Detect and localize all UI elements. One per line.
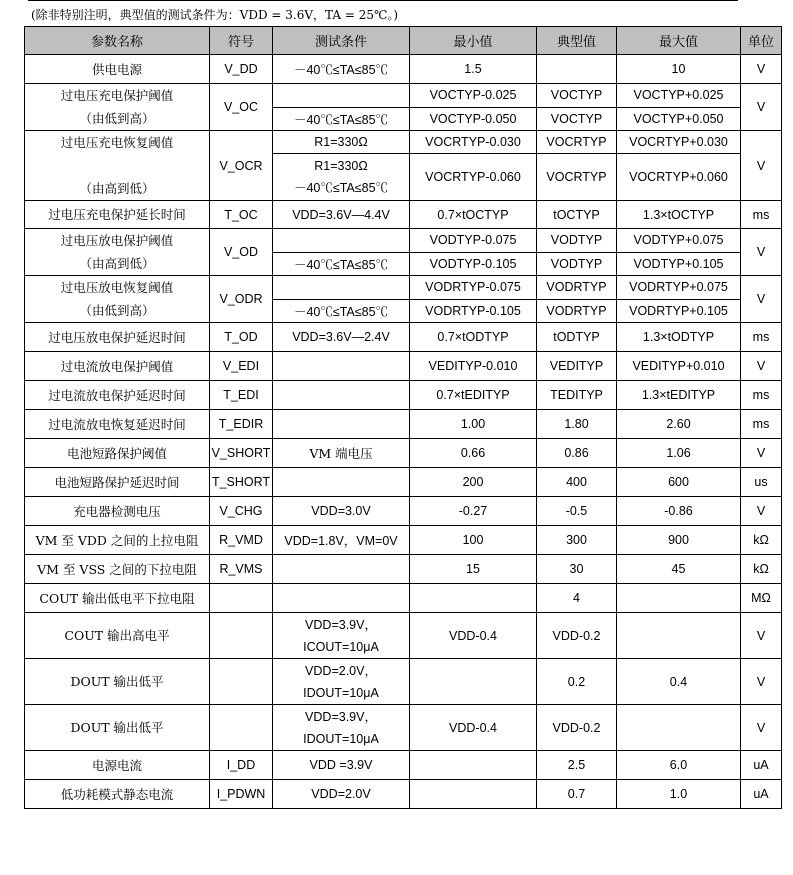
param-typ: 0.86 <box>537 439 617 468</box>
param-unit: V <box>741 613 782 659</box>
param-name <box>25 131 210 201</box>
param-min <box>410 780 537 809</box>
param-condition: VDD=3.6V—2.4V <box>273 323 410 352</box>
param-typ: 30 <box>537 555 617 584</box>
param-typ: 4 <box>537 584 617 613</box>
param-unit: V <box>741 352 782 381</box>
param-condition <box>273 352 410 381</box>
param-name: 充电器检测电压 <box>25 497 210 526</box>
table-row <box>25 613 782 659</box>
param-unit: V <box>741 439 782 468</box>
param-unit: kΩ <box>741 555 782 584</box>
param-name <box>25 229 210 276</box>
param-typ: TEDITYP <box>537 381 617 410</box>
param-typ: VOCRTYP <box>537 153 617 200</box>
param-name: 电池短路保护延迟时间 <box>25 468 210 497</box>
param-symbol: R_VMD <box>210 526 273 555</box>
param-min: VODTYP-0.075 <box>410 229 537 253</box>
table-row <box>25 468 782 497</box>
param-symbol: V_CHG <box>210 497 273 526</box>
param-condition: VDD=2.0V <box>273 780 410 809</box>
param-name-line1: 过电压放电保护阈值 <box>60 233 174 248</box>
param-name: 电池短路保护阈值 <box>25 439 210 468</box>
header-max: 最大值 <box>617 27 741 55</box>
param-condition: VDD=3.6V—4.4V <box>273 201 410 229</box>
param-name: COUT 输出高电平 <box>25 613 210 659</box>
param-typ: VOCRTYP <box>537 131 617 154</box>
param-name-line1: 过电压放电恢复阈值 <box>60 280 174 295</box>
param-condition: VM 端电压 <box>273 439 410 468</box>
param-condition-line2: －40℃≤TA≤85℃ <box>293 180 389 195</box>
param-min <box>410 751 537 780</box>
table-row <box>25 751 782 780</box>
header-min: 最小值 <box>410 27 537 55</box>
param-unit: uA <box>741 751 782 780</box>
param-condition <box>273 229 410 253</box>
param-min <box>410 659 537 705</box>
param-symbol: T_EDIR <box>210 410 273 439</box>
param-typ <box>537 55 617 84</box>
param-max <box>617 705 741 751</box>
table-row <box>25 439 782 468</box>
param-max: VOCRTYP+0.060 <box>617 153 741 200</box>
param-max: 2.60 <box>617 410 741 439</box>
param-condition-line2: ICOUT=10μA <box>303 639 379 654</box>
param-condition-line2: IDOUT=10μA <box>303 685 379 700</box>
param-condition: －40℃≤TA≤85℃ <box>273 252 410 276</box>
table-row <box>25 55 782 84</box>
param-min: VDD-0.4 <box>410 705 537 751</box>
param-max: VEDITYP+0.010 <box>617 352 741 381</box>
param-min: 200 <box>410 468 537 497</box>
table-row <box>25 84 782 108</box>
param-typ: 300 <box>537 526 617 555</box>
param-symbol <box>210 659 273 705</box>
table-row <box>25 352 782 381</box>
param-max: 6.0 <box>617 751 741 780</box>
param-name: 过电流放电恢复延迟时间 <box>25 410 210 439</box>
param-name-line2: （由低到高） <box>79 111 155 126</box>
param-max: 1.3×tEDITYP <box>617 381 741 410</box>
param-unit: V <box>741 55 782 84</box>
param-max: VOCRTYP+0.030 <box>617 131 741 154</box>
param-min: VODRTYP-0.105 <box>410 299 537 323</box>
param-name: 过电压放电保护延迟时间 <box>25 323 210 352</box>
top-rule <box>28 0 738 1</box>
param-symbol: R_VMS <box>210 555 273 584</box>
table-row <box>25 381 782 410</box>
param-symbol: V_ODR <box>210 276 273 323</box>
param-symbol: I_DD <box>210 751 273 780</box>
header-symbol: 符号 <box>210 27 273 55</box>
param-typ: VOCTYP <box>537 84 617 108</box>
param-min <box>410 584 537 613</box>
param-max: -0.86 <box>617 497 741 526</box>
param-name-line1: 过电压充电恢复阈值 <box>60 135 174 150</box>
param-symbol: I_PDWN <box>210 780 273 809</box>
param-name: VM 至 VSS 之间的下拉电阻 <box>25 555 210 584</box>
param-name-line2: （由低到高） <box>79 303 155 318</box>
param-typ: VOCTYP <box>537 107 617 131</box>
param-name: 供电电源 <box>25 55 210 84</box>
table-row <box>25 497 782 526</box>
param-condition <box>273 555 410 584</box>
param-unit: ms <box>741 323 782 352</box>
param-unit: V <box>741 84 782 131</box>
param-name: DOUT 输出低平 <box>25 659 210 705</box>
param-max: 1.06 <box>617 439 741 468</box>
param-symbol <box>210 705 273 751</box>
header-row <box>25 27 782 55</box>
param-typ: VDD-0.2 <box>537 613 617 659</box>
param-symbol: V_OC <box>210 84 273 131</box>
param-condition: －40℃≤TA≤85℃ <box>273 55 410 84</box>
param-typ: VODTYP <box>537 229 617 253</box>
table-row <box>25 323 782 352</box>
param-unit: MΩ <box>741 584 782 613</box>
electrical-characteristics-table <box>24 26 782 809</box>
param-max: 900 <box>617 526 741 555</box>
param-max: 0.4 <box>617 659 741 705</box>
param-max: VODRTYP+0.075 <box>617 276 741 300</box>
table-row <box>25 555 782 584</box>
param-condition <box>273 613 410 659</box>
param-min: 0.7×tODTYP <box>410 323 537 352</box>
param-unit: uA <box>741 780 782 809</box>
table-row <box>25 584 782 613</box>
param-symbol: V_OCR <box>210 131 273 201</box>
param-name: 过电流放电保护阈值 <box>25 352 210 381</box>
param-max: VODTYP+0.075 <box>617 229 741 253</box>
param-symbol: T_OC <box>210 201 273 229</box>
param-max: VODTYP+0.105 <box>617 252 741 276</box>
param-min: VOCTYP-0.025 <box>410 84 537 108</box>
param-condition: R1=330Ω <box>273 131 410 154</box>
param-unit: us <box>741 468 782 497</box>
param-condition <box>273 705 410 751</box>
param-max: 1.3×tODTYP <box>617 323 741 352</box>
table-row <box>25 201 782 229</box>
param-condition: －40℃≤TA≤85℃ <box>273 107 410 131</box>
param-min: VOCTYP-0.050 <box>410 107 537 131</box>
param-max: 600 <box>617 468 741 497</box>
param-unit: kΩ <box>741 526 782 555</box>
param-symbol <box>210 613 273 659</box>
param-name <box>25 276 210 323</box>
param-max: VODRTYP+0.105 <box>617 299 741 323</box>
param-name <box>25 84 210 131</box>
param-min: 0.7×tEDITYP <box>410 381 537 410</box>
param-min: 1.5 <box>410 55 537 84</box>
param-condition: VDD=3.0V <box>273 497 410 526</box>
param-max: 1.3×tOCTYP <box>617 201 741 229</box>
param-condition <box>273 153 410 200</box>
param-name: VM 至 VDD 之间的上拉电阻 <box>25 526 210 555</box>
param-typ: 0.7 <box>537 780 617 809</box>
param-max: 1.0 <box>617 780 741 809</box>
param-max: 10 <box>617 55 741 84</box>
param-symbol: V_DD <box>210 55 273 84</box>
param-name: 低功耗模式静态电流 <box>25 780 210 809</box>
table-row <box>25 131 782 154</box>
param-max <box>617 613 741 659</box>
table-row <box>25 276 782 300</box>
param-name: 电源电流 <box>25 751 210 780</box>
param-condition <box>273 381 410 410</box>
header-unit: 单位 <box>741 27 782 55</box>
param-unit: ms <box>741 410 782 439</box>
test-condition-note: (除非特别注明，典型值的测试条件为：VDD = 3.6V，TA = 25℃。) <box>31 8 399 22</box>
param-condition: －40℃≤TA≤85℃ <box>273 299 410 323</box>
header-typ: 典型值 <box>537 27 617 55</box>
param-typ: 1.80 <box>537 410 617 439</box>
param-min: VOCRTYP-0.030 <box>410 131 537 154</box>
param-min: VODTYP-0.105 <box>410 252 537 276</box>
param-name-line2: （由高到低） <box>79 181 155 196</box>
param-symbol <box>210 584 273 613</box>
param-typ: tODTYP <box>537 323 617 352</box>
param-symbol: V_OD <box>210 229 273 276</box>
param-max: 45 <box>617 555 741 584</box>
param-condition <box>273 276 410 300</box>
param-unit: V <box>741 659 782 705</box>
param-name-line1: 过电压充电保护阈值 <box>60 88 174 103</box>
param-symbol: T_EDI <box>210 381 273 410</box>
table-row <box>25 705 782 751</box>
param-min: VDD-0.4 <box>410 613 537 659</box>
param-typ: VEDITYP <box>537 352 617 381</box>
param-symbol: T_SHORT <box>210 468 273 497</box>
param-condition-line1: VDD=3.9V， <box>305 617 377 632</box>
param-typ: -0.5 <box>537 497 617 526</box>
param-typ: VODTYP <box>537 252 617 276</box>
param-symbol: T_OD <box>210 323 273 352</box>
param-name: COUT 输出低电平下拉电阻 <box>25 584 210 613</box>
param-unit: V <box>741 497 782 526</box>
table-row <box>25 659 782 705</box>
param-name: 过电流放电保护延迟时间 <box>25 381 210 410</box>
param-unit: V <box>741 229 782 276</box>
header-name: 参数名称 <box>25 27 210 55</box>
param-symbol: V_EDI <box>210 352 273 381</box>
param-min: VEDITYP-0.010 <box>410 352 537 381</box>
param-symbol: V_SHORT <box>210 439 273 468</box>
param-condition-line1: VDD=3.9V， <box>305 709 377 724</box>
table-row <box>25 526 782 555</box>
param-unit: ms <box>741 381 782 410</box>
param-typ: VODRTYP <box>537 276 617 300</box>
table-row <box>25 780 782 809</box>
table-row <box>25 410 782 439</box>
header-condition: 测试条件 <box>273 27 410 55</box>
param-max <box>617 584 741 613</box>
param-typ: 0.2 <box>537 659 617 705</box>
param-typ: 400 <box>537 468 617 497</box>
param-min: 1.00 <box>410 410 537 439</box>
param-condition-line1: R1=330Ω <box>314 158 368 173</box>
param-max: VOCTYP+0.050 <box>617 107 741 131</box>
param-condition <box>273 468 410 497</box>
param-min: 0.7×tOCTYP <box>410 201 537 229</box>
param-typ: 2.5 <box>537 751 617 780</box>
param-typ: tOCTYP <box>537 201 617 229</box>
param-condition: VDD=1.8V，VM=0V <box>273 526 410 555</box>
param-name: 过电压充电保护延长时间 <box>25 201 210 229</box>
param-min: VODRTYP-0.075 <box>410 276 537 300</box>
param-condition: VDD =3.9V <box>273 751 410 780</box>
param-condition <box>273 84 410 108</box>
param-unit: V <box>741 276 782 323</box>
param-typ: VODRTYP <box>537 299 617 323</box>
param-unit: V <box>741 131 782 201</box>
param-max: VOCTYP+0.025 <box>617 84 741 108</box>
param-condition-line2: IDOUT=10μA <box>303 731 379 746</box>
param-condition <box>273 410 410 439</box>
param-min: VOCRTYP-0.060 <box>410 153 537 200</box>
param-min: -0.27 <box>410 497 537 526</box>
param-name-line2: （由高到低） <box>79 256 155 271</box>
param-typ: VDD-0.2 <box>537 705 617 751</box>
param-unit: ms <box>741 201 782 229</box>
param-min: 100 <box>410 526 537 555</box>
param-unit: V <box>741 705 782 751</box>
param-condition <box>273 584 410 613</box>
param-condition-line1: VDD=2.0V， <box>305 663 377 678</box>
param-min: 15 <box>410 555 537 584</box>
param-min: 0.66 <box>410 439 537 468</box>
table-row <box>25 229 782 253</box>
param-condition <box>273 659 410 705</box>
param-name: DOUT 输出低平 <box>25 705 210 751</box>
